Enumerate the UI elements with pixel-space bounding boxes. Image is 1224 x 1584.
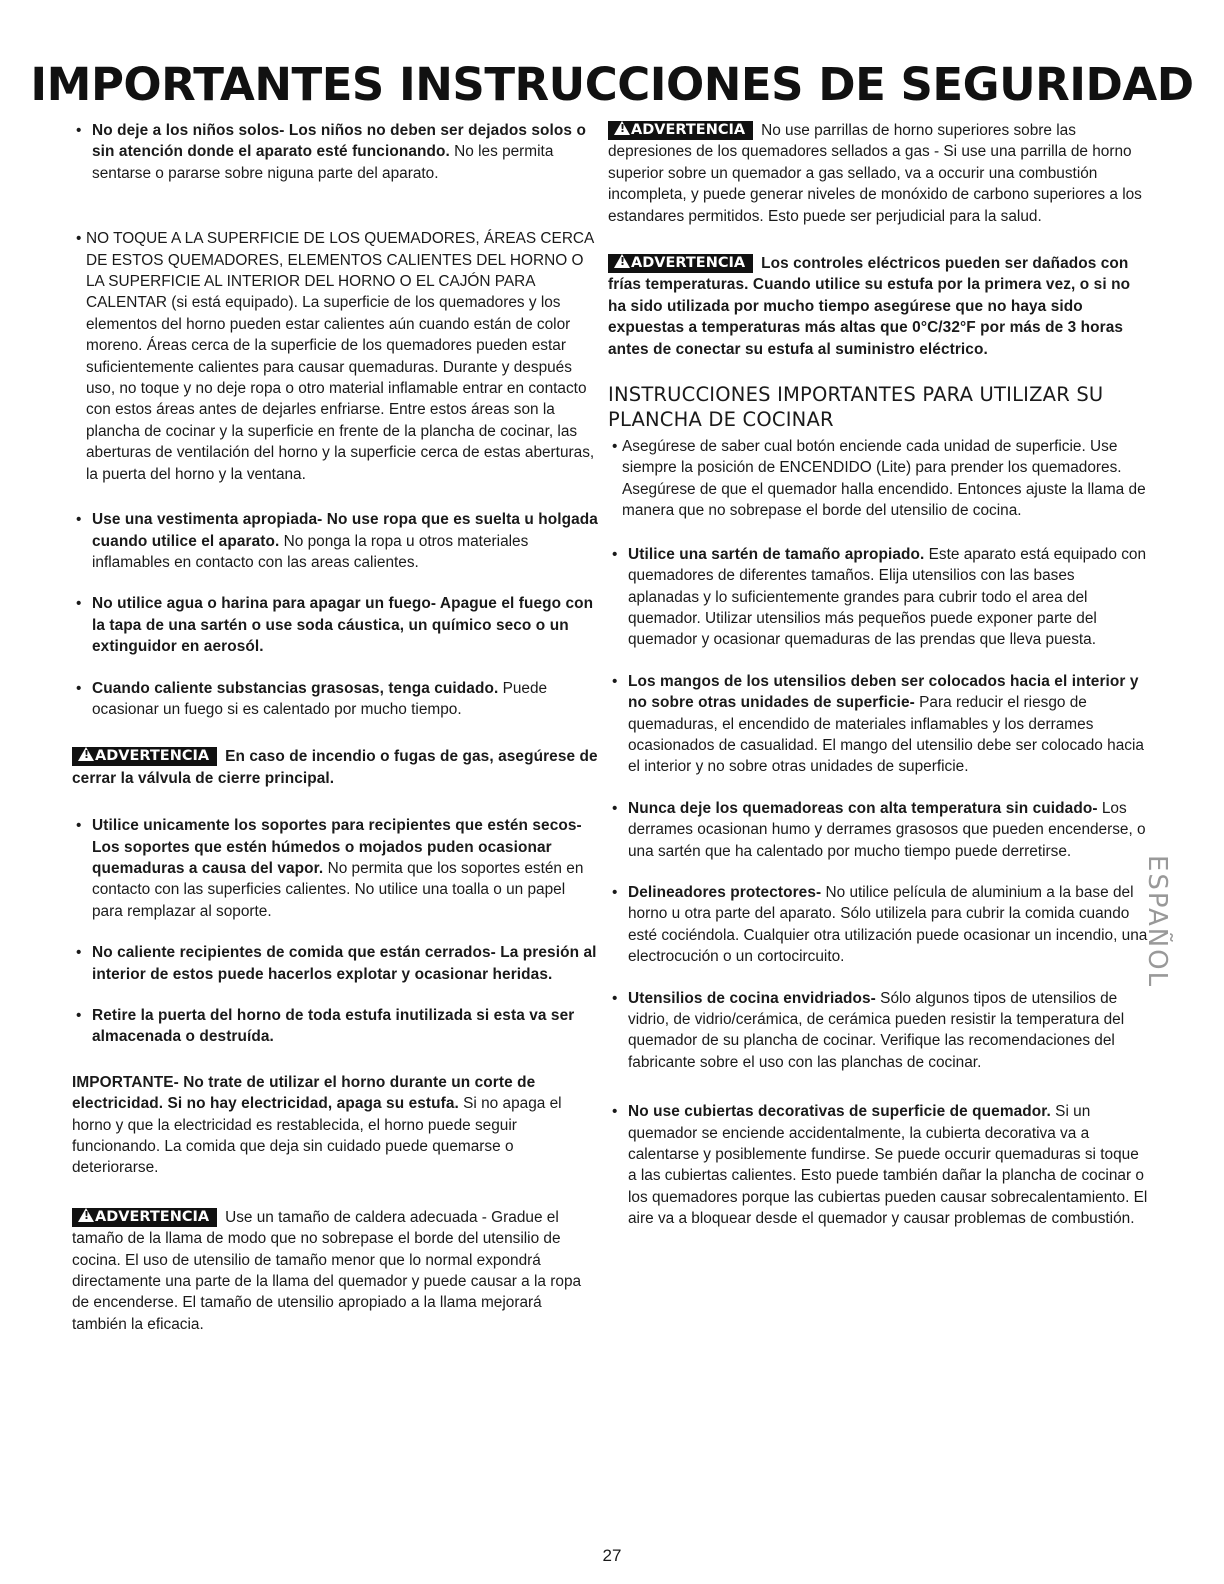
warning-badge: [72, 1208, 217, 1227]
warning-badge: [608, 121, 753, 140]
warning-paragraph: [72, 1207, 600, 1335]
item-text: Si un quemador se enciende accidentalmente, la cubierta decorativa va a calentarse y posiblemente fundirse. Se puede occurir quemaduras si toque a las cubiertas calientes. Esto puede también dañar la plancha de cocinar o los quemadores porque las cubiertas pueden causar sobrecalentamiento. El aire va a bloquear desde el quemador y causar problemas de combustión.: [628, 1103, 1148, 1228]
warning-label: ADVERTENCIA: [631, 255, 746, 272]
item-text: Los derrames ocasionan humo y derrames grasosos que pueden encenderse, o una sartén que ha calentado por mucho tiempo puede derretirse.: [628, 799, 1146, 860]
list-item: [72, 815, 600, 922]
important-text: Si no apaga el horno y que la electricidad es restablecida, el horno puede seguir funcionando. La comida que deja sin cuidado puede quemarse o deteriorarse.: [72, 1095, 562, 1177]
warning-triangle-icon: [614, 121, 630, 135]
list-item: [72, 678, 600, 721]
list-item: [608, 988, 1148, 1074]
warning-triangle-icon: [78, 747, 94, 761]
item-lead: No utilice agua o harina para apagar un fuego- Apague el fuego con la tapa de una sartén o use soda cáustica, un químico seco o un extinguidor en aerosól.: [92, 595, 594, 656]
list-item: [72, 228, 600, 485]
list-item: [72, 509, 600, 573]
list-item: [608, 1101, 1148, 1229]
important-lead: IMPORTANTE- No trate de utilizar el horno durante un corte de electricidad. Si no hay electricidad, apaga su estufa.: [72, 1073, 536, 1113]
item-text: No ponga la ropa u otros materiales inflamables en contacto con las areas calientes.: [92, 532, 529, 571]
warning-triangle-icon: [614, 254, 630, 268]
item-text: Puede ocasionar un fuego si es calentado por mucho tiempo.: [92, 679, 548, 718]
item-lead: Los mangos de los utensilios deben ser colocados hacia el interior y no sobre otras unidades de superficie-: [628, 672, 1139, 712]
item-text: Asegúrese de saber cual botón enciende cada unidad de superficie. Use siempre la posición de ENCENDIDO (Lite) para prender los quemadores. Asegúrese de que el quemador halla encendido. Entonces ajuste la llama de manera que no sobrepase el borde del utensilio de cocina.: [622, 438, 1146, 520]
item-lead: Delineadores protectores-: [628, 883, 822, 901]
warning-text: En caso de incendio o fugas de gas, asegúrese de cerrar la válvula de cierre principal.: [72, 748, 598, 787]
page-title: IMPORTANTES INSTRUCCIONES DE SEGURIDAD: [30, 58, 1194, 111]
page-number: 27: [602, 1546, 622, 1565]
item-text: Sólo algunos tipos de utensilios de vidrio, de vidrio/cerámica, de cerámica pueden resistir la temperatura del quemador de su plancha de cocinar. Verifique las recomendaciones del fabricante sobre el uso con las planchas de cocinar.: [628, 989, 1125, 1071]
item-text: NO TOQUE A LA SUPERFICIE DE LOS QUEMADORES, ÁREAS CERCA DE ESTOS QUEMADORES, ELEMENTOS CALIENTES DEL HORNO O LA SUPERFICIE AL INTERIOR DEL HORNO O EL CAJÓN PARA CALENTAR (si está equipado). La superficie de los quemadores y los elementos del horno pueden estar calientes aún cuando están de color moreno. Áreas cerca de la superficie de los quemadores pueden estar suficientemente calientes para causar quemaduras. Durante y después uso, no toque y no deje ropa o otro material inflamable entrar en contacto con estos áreas antes de dejarles enfriarse. Entre estos áreas son la plancha de cocinar y la superficie en frente de la plancha de cocinar, las aberturas de ventilación del horno y la superficie cerca de estas aberturas, la puerta del horno y la ventana.: [86, 230, 595, 483]
list-item: [608, 671, 1148, 778]
warning-label: ADVERTENCIA: [95, 748, 210, 765]
item-lead: Retire la puerta del horno de toda estufa inutilizada si esta va ser almacenada o destruída.: [92, 1007, 575, 1046]
language-side-label: ESPAÑOL: [1142, 855, 1172, 989]
item-lead: No use cubiertas decorativas de superficie de quemador.: [628, 1103, 1051, 1121]
warning-triangle-icon: [78, 1208, 94, 1222]
warning-text: No use parrillas de horno superiores sobre las depresiones de los quemadores sellados a gas - Si use una parrilla de horno superior sobre un quemador a gas sellado, va a occurir una combustión incompleta, y puede generar niveles de monóxido de carbono superiores a los estandares permitidos. Esto puede ser perjudicial para la salud.: [608, 122, 1142, 225]
item-text: Para reducir el riesgo de quemaduras, el encendido de materiales inflamables y los derrames ocasionados de casualidad. El mango del utensilio debe ser colocado hacia el interior y no sobre otras unidades de superficie.: [628, 694, 1144, 776]
list-item: [608, 882, 1148, 968]
item-lead: No deje a los niños solos- Los niños no deben ser dejados solos o sin atención donde el aparato esté funcionando.: [92, 122, 586, 161]
warning-text: Los controles eléctricos pueden ser dañados con frías temperaturas. Cuando utilice su estufa por la primera vez, o si no ha sido utilizada por mucho tiempo asegúrese que no haya sido expuestas a temperaturas más altas que 0°C/32°F por más de 3 horas antes de conectar su estufa al suministro eléctrico.: [608, 255, 1131, 358]
warning-label: ADVERTENCIA: [631, 122, 746, 138]
list-item: [608, 798, 1148, 862]
list-item: [72, 942, 600, 985]
list-item: [608, 436, 1148, 522]
important-paragraph: [72, 1072, 600, 1179]
item-text: No les permita sentarse o pararse sobre niguna parte del aparato.: [92, 143, 554, 182]
item-lead: Utilice unicamente los soportes para recipientes que estén secos- Los soportes que estén húmedos o mojados puden ocasionar quemaduras a causa del vapor.: [92, 817, 582, 877]
item-lead: Utilice una sartén de tamaño apropiado.: [628, 545, 925, 563]
warning-paragraph: [608, 253, 1148, 360]
list-item: [72, 120, 600, 184]
item-text: Este aparato está equipado con quemadores de diferentes tamaños. Elija utensilios con las bases aplanadas y lo suficientemente grandes para cubrir todo el area del quemador. Utilizar utensilios más pequeños puede exponer parte del quemador y ocasionar quemaduras de las prendas que lleva puesta.: [628, 545, 1147, 649]
item-lead: Nunca deje los quemadoreas con alta temperatura sin cuidado-: [628, 799, 1098, 817]
item-lead: No caliente recipientes de comida que están cerrados- La presión al interior de estos puede hacerlos explotar y ocasionar heridas.: [92, 944, 597, 983]
warning-text: Use un tamaño de caldera adecuada - Gradue el tamaño de la llama de modo que no sobrepase el borde del utensilio de cocina. El uso de utensilio de tamaño menor que lo normal expondrá directamente una parte de la llama del quemador y puede causar a la ropa de encenderse. El tamaño de utensilio apropiado a la llama mejorará también la eficacia.: [72, 1208, 582, 1333]
left-column: [72, 120, 600, 1355]
warning-paragraph: [608, 120, 1148, 227]
list-item: [72, 1005, 600, 1048]
item-lead: Cuando caliente substancias grasosas, tenga cuidado.: [92, 679, 499, 697]
item-lead: Use una vestimenta apropiada- No use ropa que es suelta u holgada cuando utilice el aparato.: [92, 511, 598, 550]
warning-label: ADVERTENCIA: [95, 1208, 210, 1225]
section-heading: INSTRUCCIONES IMPORTANTES PARA UTILIZAR SU PLANCHA DE COCINAR: [608, 383, 1104, 432]
list-item: [608, 544, 1148, 651]
list-item: [72, 593, 600, 657]
item-lead: Utensilios de cocina envidriados-: [628, 989, 876, 1007]
item-text: No utilice película de aluminium a la base del horno u otra parte del aparato. Sólo utilizela para cubrir la comida cuando esté cociéndola. Cualquier otra utilización puede ocasionar un incendio, una electrocución o un cortocircuito.: [628, 883, 1148, 966]
right-column: [608, 120, 1148, 1250]
item-text: No permita que los soportes estén en contacto con las superficies calientes. No utilice una toalla o un papel para remplazar al soporte.: [92, 859, 584, 920]
warning-badge: [608, 254, 753, 273]
warning-paragraph: [72, 746, 600, 789]
warning-badge: [72, 747, 217, 766]
